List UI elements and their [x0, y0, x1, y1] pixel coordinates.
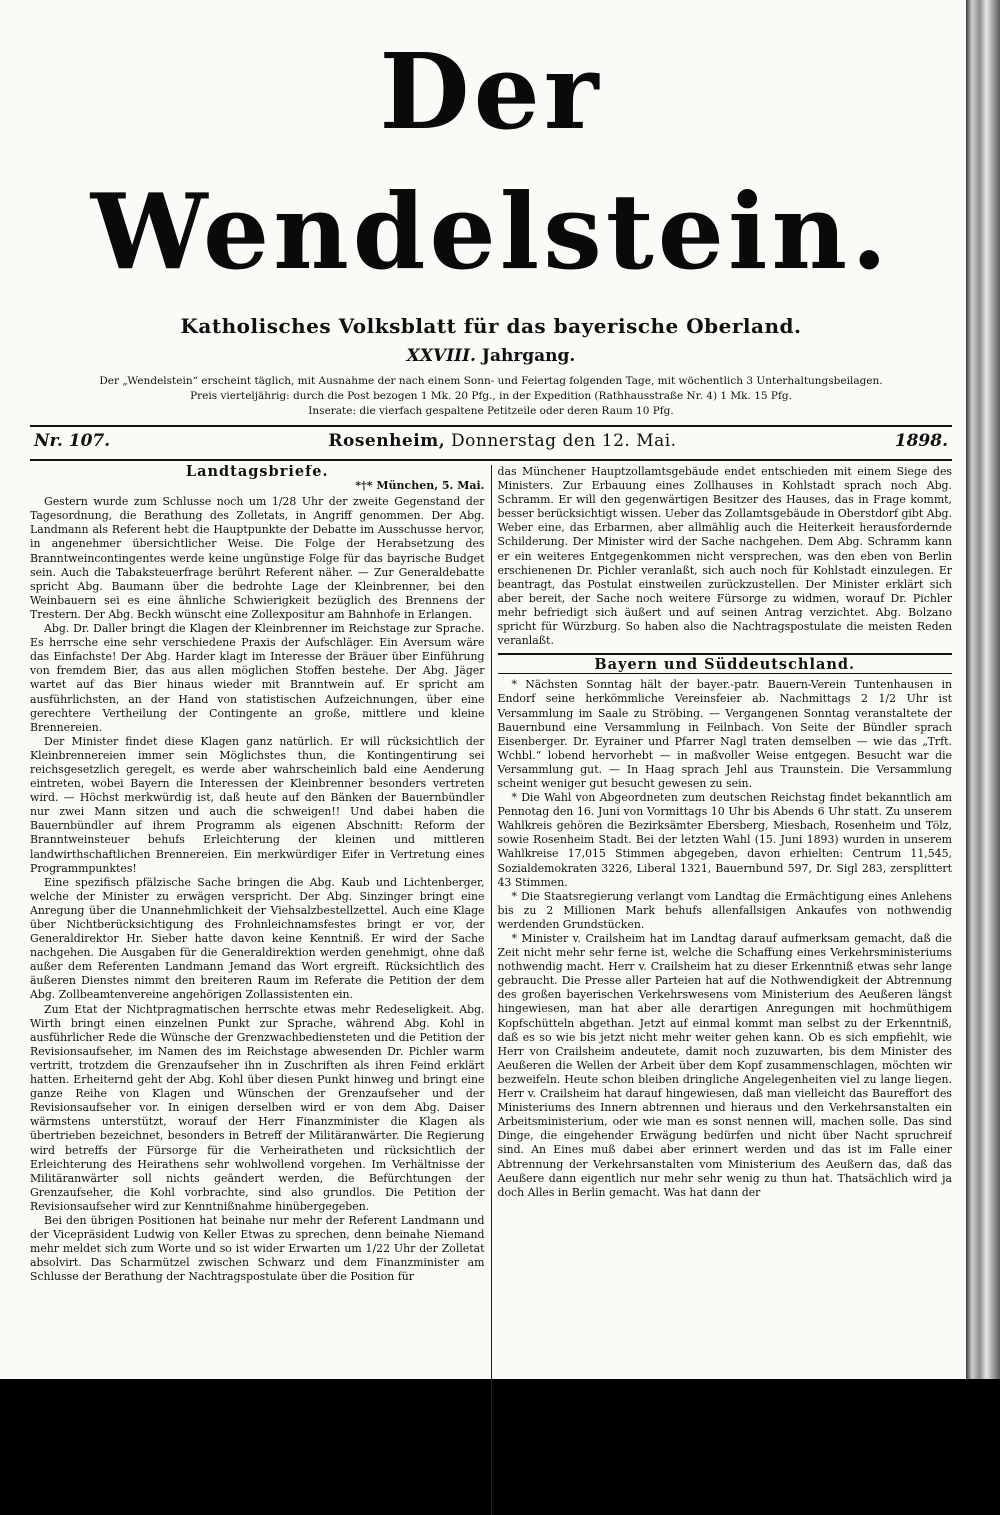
article-heading-landtagsbriefe: Landtagsbriefe. — [185, 465, 329, 480]
article-paragraph: Bei den übrigen Positionen hat beinahe nur mehr der Referent Landmann und der Vicepräsident Ludwig von Keller Etwas zu sprechen, denn beinahe Niemand mehr meldet sich zum Worte und so ist wider Erwarten um 1/22 Uhr der Zolletat absolvirt. Das Scharmützel zwischen Schwarz und dem Finanzminister am Schlusse der Berathung der Nachtragspostulate über die Position für — [30, 1213, 485, 1284]
article-continuation: das Münchener Hauptzollamtsgebäude endet entschieden mit einem Siege des Ministers. Zur Erbauung eines Zollhauses in Kohlstadt sprach noch Abg. Schramm. Er will den gegenwärtigen Besitzer des Hauses, das in Frage kommt, besser berücksichtigt wissen. Ueber das Zollamtsgebäude in Oberstdorf gibt Abg. Weber eine, das Erbarmen, aber allmählig auch die Heiterkeit herausfordernde Schilderung. Der Minister wird der Sache nachgehen. Dem Abg. Schramm kann er ein weiteres Entgegenkommen nicht versprechen, was den eben von Berlin erschienenen Dr. Pichler veranlaßt, sich auch noch für Kohlstadt einzulegen. Er beantragt, das Postulat einstweilen zurückzustellen. Der Minister erklärt sich aber bereit, der Sache noch weitere Fürsorge zu widmen, worauf Dr. Pichler mehr befriedigt sich äußert und auf seinen Antrag verzichtet. Abg. Bolzano spricht für Würzburg. So haben also die Nachtragspostulate die meisten Reden veranlaßt. — [497, 465, 952, 648]
dateline-rule-bottom — [30, 459, 952, 461]
section-divider — [498, 653, 953, 655]
masthead-title: Der Wendelstein. — [90, 30, 892, 293]
publication-notice — [30, 374, 952, 419]
dateline-place-date — [328, 431, 676, 451]
masthead-subtitle: Katholisches Volksblatt für das bayerische Oberland. — [180, 314, 802, 338]
article-paragraph: Eine spezifisch pfälzische Sache bringen die Abg. Kaub und Lichtenberger, welche der Minister zu erwägen verspricht. Der Abg. Sinzinger bringt eine Anregung über die Unannehmlichkeit der Viehsalzbestellzettel. Auch eine Klage über Nichtberücksichtigung des Frohnleichnamsfestes bringt er vor, der Generaldirektor Hr. Sieber hatte davon keine Kenntniß. Er wird der Sache nachgehen. Die Ausgaben für die Generaldirektion werden genehmigt, ohne daß außer dem Referenten Landmann Jemand das Wort ergreift. Rücksichtlich des äußeren Dienstes nimmt den breiteren Raum im Referate die Petition der dem Abg. Zollbeamtenvereine angehörigen Zollassistenten ein. — [30, 875, 485, 1002]
article-paragraph: Zum Etat der Nichtpragmatischen herrschte etwas mehr Redeseligkeit. Abg. Wirth bringt einen einzelnen Punkt zur Sprache, während Abg. Kohl in ausführlicher Rede die Wünsche der Grenzwachbediensteten und die Petition der Revisionsaufseher, im Namen des im Reichstage abwesenden Dr. Pichler warm vertritt, trotzdem die Grenzaufseher ihn in Zuschriften als ihren Feind erklärt hatten. Erheiternd geht der Abg. Kohl über diesen Punkt hinweg und bringt eine ganze Reihe von Klagen und Wünschen der Grenzaufseher und der Revisionsaufseher vor. In einigen derselben wird er von dem Abg. Daiser wärmstens unterstützt, worauf der Herr Finanzminister die Klagen als übertrieben bezeichnet, besonders in Betreff der Militäranwärter. Die Regierung wird betreffs der Fürsorge für die Verheiratheten und rücksichtlich der Erleichterung des Heirathens sehr wohlwollend vorgehen. Im Verhältnisse der Militäranwärter soll nichts geändert werden, die Befürchtungen der Grenzaufseher, die Kohl vorbrachte, sind also grundlos. Die Petition der Revisionsaufseher wird zur Kenntnißnahme hinübergegeben. — [30, 1002, 485, 1213]
volume-word: Jahrgang. — [481, 346, 576, 366]
article-paragraph: * Minister v. Crailsheim hat im Landtag darauf aufmerksam gemacht, daß die Zeit nicht mehr sehr ferne ist, welche die Schaffung eines Verkehrsministeriums nothwendig macht. Herr v. Crailsheim hat zu dieser Erkenntniß etwas sehr lange gebraucht. Die Presse aller Parteien hat auf die Nothwendigkeit der Abtrennung des großen bayerischen Verkehrswesens vom Ministerium des Aeußeren längst hingewiesen, man hat aber alle derartigen Anregungen mit hochmüthigem Kopfschütteln abgethan. Jetzt auf einmal kommt man selbst zu der Erkenntniß, daß es so wie bis jetzt nicht mehr weiter gehen kann. Ob es sich empfiehlt, wie Herr von Crailsheim andeutete, damit noch zuzuwarten, bis dem Minister des Aeußeren die Wellen der Arbeit über dem Kopf zusammenschlagen, möchten wir bezweifeln. Heute schon bleiben dringliche Angelegenheiten viel zu lange liegen. Herr v. Crailsheim hat darauf hingewiesen, daß man vielleicht das Baureffort des Ministeriums des Innern abtrennen und hieraus und den Verkehrsanstalten ein Arbeitsministerium, oder wie man es sonst nennen will, machen solle. Das sind Dinge, die eingehender Erwägung bedürfen und nicht über Nacht spruchreif sind. An Eines muß dabei aber erinnert werden und das ist im Falle einer Abtrennung der Verkehrsanstalten vom Ministerium des Aeußern das, daß das Aeußere dann eigentlich nur mehr sehr wenig zu thun hat. Thatsächlich wird ja doch Alles in Berlin gemacht. Was hat dann der — [497, 932, 952, 1199]
right-column — [491, 465, 953, 1515]
book-binding-edge — [966, 0, 1000, 1379]
issue-number: Nr. 107. — [34, 431, 111, 451]
article-paragraph: * Die Staatsregierung verlangt vom Landtag die Ermächtigung eines Anlehens bis zu 2 Millionen Mark behufs allenfallsigen Ankaufes von nothwendig werdenden Grundstücken. — [497, 889, 952, 931]
page-content — [30, 0, 952, 1515]
article-paragraph: * Die Wahl von Abgeordneten zum deutschen Reichstag findet bekanntlich am Pennotag den 16. Juni von Vormittags 10 Uhr bis Abends 6 Uhr statt. Zu unserem Wahlkreis gehören die Bezirksämter Ebersberg, Miesbach, Rosenheim und Tölz, sowie Rosenheim Stadt. Bei der letzten Wahl (15. Juni 1893) wurden in unserem Wahlkreise 17,015 Stimmen abgegeben, davon erhielten: Centrum 11,545, Sozialdemokraten 3226, Liberal 1321, Bauernbund 597, Dr. Sigl 283, zersplittert 43 Stimmen. — [497, 791, 952, 889]
notice-line-2: Preis vierteljährig: durch die Post bezogen 1 Mk. 20 Pfg., in der Expedition (Rathhausstraße Nr. 4) 1 Mk. 15 Pfg. — [190, 390, 792, 402]
article-columns — [30, 465, 952, 1515]
article-heading-bayern: Bayern und Süddeutschland. — [594, 656, 856, 674]
article-byline: *†* München, 5. Mai. — [355, 479, 485, 493]
article-paragraph: * Nächsten Sonntag hält der bayer.-patr. Bauern-Verein Tuntenhausen in Endorf seine herkömmliche Vereinsfeier ab. Nachmittags 2 1/2 Uhr ist Versammlung im Saale zu Ströbing. — Vergangenen Sonntag veranstaltete der Bauernbund eine Versammlung in Feilnbach. Von Seite der Bündler sprach Eisenberger. Dr. Eyrainer und Pfarrer Nagl traten demselben — wie das „Trft. Wchbl.“ lobend hervorhebt — in maßvoller Weise entgegen. Besucht war die Versammlung gut. — In Haag sprach Jehl aus Traunstein. Die Versammlung scheint weniger gut besucht gewesen zu sein. — [497, 678, 952, 790]
notice-line-3: Inserate: die vierfach gespaltene Petitzeile oder deren Raum 10 Pfg. — [308, 405, 674, 417]
article-paragraph: Der Minister findet diese Klagen ganz natürlich. Er will rücksichtlich der Kleinbrennereien immer sein Möglichstes thun, die Kontingentirung sei reichsgesetzlich geregelt, es werde aber wahrscheinlich bald eine Aenderung eintreten, wobei Bayern die Interessen der Kleinbrenner besonders vertreten wird. — Höchst merkwürdig ist, daß heute auf den Bänken der Bauernbündler nur zwei Mann sitzen und auch die schweigen!! Und dabei haben die Bauernbündler auf ihrem Programm als eigenen Abschnitt: Reform der Branntweinsteuer behufs Erleichterung der kleinen und mittleren landwirthschaftlichen Brennereien. Ein merkwürdiger Eifer in Vertretung eines Programmpunktes! — [30, 734, 485, 875]
issue-year: 1898. — [894, 431, 948, 451]
section-divider-thin — [498, 673, 953, 674]
left-column — [30, 465, 491, 1515]
volume-line — [30, 346, 952, 366]
dateline — [30, 427, 952, 453]
notice-line-1: Der „Wendelstein“ erscheint täglich, mit Ausnahme der nach einem Sonn- und Feiertag folgenden Tage, mit wöchentlich 3 Unterhaltungsbeilagen. — [99, 375, 883, 387]
volume-roman: XXVIII. — [406, 346, 476, 366]
article-paragraph: Gestern wurde zum Schlusse noch um 1/28 Uhr der zweite Gegenstand der Tagesordnung, die Berathung des Zolletats, in Angriff genommen. Der Abg. Landmann als Referent hebt die Hauptpunkte der Debatte im Ausschusse hervor, in angenehmer übersichtlicher Weise. Die Folge der Herabsetzung des Branntweincontingentes werde keine ungünstige Folge für das bayrische Budget sein. Auch die Tabaksteuerfrage berührt Referent näher. — Zur Generaldebatte spricht Abg. Baumann über die bedrohte Lage der Kleinbrenner, bei den Weinbauern sei es eine ähnliche Schwierigkeit bezüglich des Brennens der Trestern. Der Abg. Beckh wünscht eine Zollexpositur am Bahnhofe in Erlangen. — [30, 495, 485, 621]
article-paragraph: Abg. Dr. Daller bringt die Klagen der Kleinbrenner im Reichstage zur Sprache. Es herrsche eine sehr verschiedene Praxis der Aufschläger. Ein Aversum wäre das Einfachste! Der Abg. Harder klagt im Interesse der Bräuer über Einführung von fremdem Bier, das aus allen möglichen Stoffen bestehe. Der Abg. Jäger wartet auf das Bier hinaus wieder mit Branntwein auf. Er spricht am ausführlichsten, an der Hand von statistischen Aufzeichnungen, über eine gerechtere Vertheilung der Contingente an große, mittlere und kleine Brennereien. — [30, 622, 485, 734]
dateline-place: Rosenheim, — [328, 431, 446, 451]
dateline-date: Donnerstag den 12. Mai. — [451, 431, 677, 451]
